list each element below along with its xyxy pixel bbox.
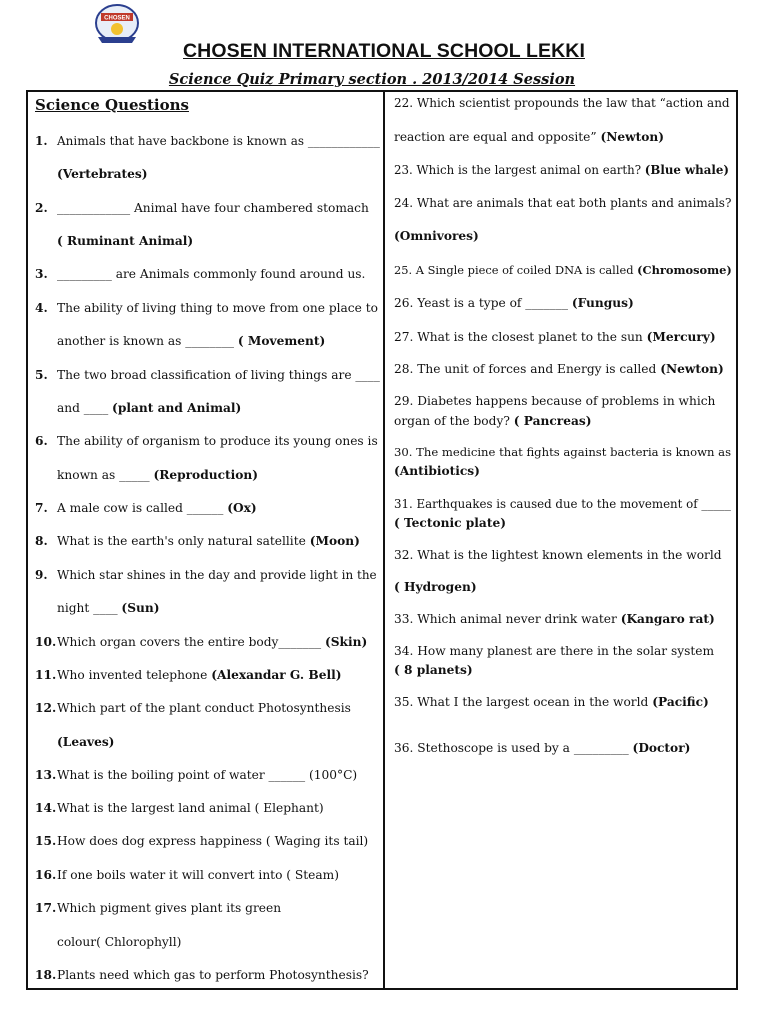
- question-text: 34. How many planest are there in the solar system: [394, 644, 715, 658]
- question-line: [35, 634, 367, 650]
- question-line: [35, 767, 357, 783]
- question-line: [35, 567, 377, 583]
- question-line: [394, 611, 715, 627]
- answer-text: (Skin): [324, 635, 368, 649]
- question-line: [35, 900, 281, 916]
- question-text: colour( Chlorophyll): [57, 935, 182, 949]
- question-text: 22. Which scientist propounds the law that “action and: [394, 96, 730, 110]
- question-number: 6.: [35, 434, 48, 448]
- question-line: [35, 400, 241, 416]
- question-line: [35, 266, 365, 282]
- question-number: 11.: [35, 668, 57, 682]
- question-line: [394, 393, 715, 409]
- question-line: [35, 367, 380, 383]
- answer-text: ( Tectonic plate): [394, 516, 506, 530]
- question-line: [35, 166, 148, 182]
- question-line: [35, 133, 380, 149]
- question-line: [394, 361, 724, 377]
- answer-text: (Doctor): [632, 741, 691, 755]
- question-text: Which part of the plant conduct Photosynthesis: [57, 701, 351, 715]
- section-heading: Science Questions: [35, 96, 189, 114]
- school-name: CHOSEN INTERNATIONAL SCHOOL LEKKI: [183, 40, 585, 62]
- question-line: [394, 740, 690, 756]
- question-text: If one boils water it will convert into ( Steam): [57, 868, 339, 882]
- question-number: 4.: [35, 301, 48, 315]
- question-line: [35, 800, 324, 816]
- question-line: [394, 579, 477, 595]
- answer-text: (Newton): [600, 130, 665, 144]
- question-line: [394, 295, 634, 311]
- question-line: [394, 444, 731, 460]
- question-line: [394, 547, 722, 563]
- answer-text: (Vertebrates): [57, 167, 148, 181]
- answer-text: (Reproduction): [153, 468, 259, 482]
- question-text: What is the earth's only natural satellite: [57, 534, 310, 548]
- answer-text: ( Hydrogen): [394, 580, 477, 594]
- question-text: night ____: [57, 601, 122, 615]
- question-text: The ability of living thing to move from one place to: [57, 301, 378, 315]
- question-text: ____________ Animal have four chambered stomach: [57, 201, 369, 215]
- question-number: 2.: [35, 201, 48, 215]
- question-number: 15.: [35, 834, 57, 848]
- question-line: [394, 129, 664, 145]
- question-line: [35, 734, 114, 750]
- question-line: [35, 833, 368, 849]
- question-text: organ of the body?: [394, 414, 514, 428]
- question-number: 17.: [35, 901, 57, 915]
- question-text: 36. Stethoscope is used by a _________: [394, 741, 633, 755]
- quiz-subtitle: Science Quiz Primary section . 2013/2014 Session: [168, 71, 576, 88]
- question-number: 9.: [35, 568, 48, 582]
- question-text: The ability of organism to produce its young ones is: [57, 434, 378, 448]
- question-line: [394, 643, 714, 659]
- question-number: 14.: [35, 801, 57, 815]
- question-text: 31. Earthquakes is caused due to the movement of _____: [394, 497, 731, 511]
- answer-text: ( Movement): [237, 334, 326, 348]
- question-line: [35, 700, 351, 716]
- answer-text: (Newton): [660, 362, 724, 376]
- question-text: 23. Which is the largest animal on earth?: [394, 163, 645, 177]
- question-number: 3.: [35, 267, 48, 281]
- question-line: [35, 867, 339, 883]
- answer-text: (Leaves): [57, 735, 115, 749]
- answer-text: ( 8 planets): [394, 663, 473, 677]
- question-line: [35, 300, 378, 316]
- answer-text: (Ox): [227, 501, 257, 515]
- question-line: [394, 262, 732, 278]
- answer-text: (Fungus): [571, 296, 634, 310]
- question-text: 35. What I the largest ocean in the world: [394, 695, 653, 709]
- question-text: Plants need which gas to perform Photosynthesis?: [57, 968, 369, 982]
- question-line: [35, 500, 257, 516]
- answer-text: ( Pancreas): [513, 414, 592, 428]
- question-text: known as _____: [57, 468, 154, 482]
- answer-text: (Antibiotics): [394, 464, 480, 478]
- column-divider: [383, 90, 385, 990]
- question-text: A male cow is called ______: [57, 501, 228, 515]
- question-line: [35, 667, 341, 683]
- answer-text: (Pacific): [652, 695, 709, 709]
- question-text: _________ are Animals commonly found around us.: [57, 267, 366, 281]
- question-text: Which star shines in the day and provide light in the: [57, 568, 377, 582]
- question-line: [394, 662, 473, 678]
- question-text: Which pigment gives plant its green: [57, 901, 282, 915]
- question-text: 27. What is the closest planet to the sun: [394, 330, 647, 344]
- answer-text: (Moon): [309, 534, 360, 548]
- answer-text: (plant and Animal): [112, 401, 242, 415]
- question-number: 12.: [35, 701, 57, 715]
- answer-text: (Sun): [121, 601, 160, 615]
- question-line: [35, 967, 369, 983]
- question-line: [394, 413, 591, 429]
- answer-text: (Chromosome): [637, 263, 732, 277]
- question-line: [394, 329, 716, 345]
- question-text: The two broad classification of living things are ____: [57, 368, 380, 382]
- question-line: [35, 533, 360, 549]
- question-text: reaction are equal and opposite”: [394, 130, 601, 144]
- question-text: What is the boiling point of water ______ (100°C): [57, 768, 358, 782]
- question-text: 32. What is the lightest known elements in the world: [394, 548, 722, 562]
- answer-text: ( Ruminant Animal): [57, 234, 194, 248]
- question-number: 8.: [35, 534, 48, 548]
- question-number: 10.: [35, 635, 57, 649]
- question-number: 5.: [35, 368, 48, 382]
- question-line: [35, 200, 369, 216]
- question-line: [35, 934, 181, 950]
- question-text: Who invented telephone: [57, 668, 212, 682]
- question-line: [35, 233, 193, 249]
- question-text: 33. Which animal never drink water: [394, 612, 621, 626]
- question-line: [394, 195, 731, 211]
- question-number: 18.: [35, 968, 57, 982]
- question-line: [394, 463, 480, 479]
- question-line: [394, 228, 479, 244]
- answer-text: (Alexandar G. Bell): [211, 668, 342, 682]
- question-text: What is the largest land animal ( Elephant): [57, 801, 324, 815]
- question-text: Animals that have backbone is known as ____________: [57, 134, 380, 148]
- question-line: [394, 515, 506, 531]
- question-line: [35, 333, 325, 349]
- question-line: [394, 496, 731, 512]
- question-line: [35, 600, 159, 616]
- question-text: 28. The unit of forces and Energy is called: [394, 362, 661, 376]
- question-number: 16.: [35, 868, 57, 882]
- question-number: 1.: [35, 134, 48, 148]
- answer-text: (Omnivores): [394, 229, 479, 243]
- question-text: another is known as ________: [57, 334, 238, 348]
- answer-text: (Kangaro rat): [620, 612, 715, 626]
- question-line: [394, 162, 729, 178]
- question-number: 13.: [35, 768, 57, 782]
- question-text: 30. The medicine that fights against bacteria is known as: [394, 445, 732, 459]
- question-text: 25. A Single piece of coiled DNA is called: [394, 263, 638, 277]
- question-text: 26. Yeast is a type of _______: [394, 296, 572, 310]
- question-line: [394, 95, 730, 111]
- question-number: 7.: [35, 501, 48, 515]
- question-text: 24. What are animals that eat both plants and animals?: [394, 196, 732, 210]
- answer-text: (Mercury): [646, 330, 716, 344]
- question-text: 29. Diabetes happens because of problems in which: [394, 394, 716, 408]
- question-text: How does dog express happiness ( Waging its tail): [57, 834, 369, 848]
- svg-text:CHOSEN: CHOSEN: [104, 15, 130, 22]
- question-text: Which organ covers the entire body_______: [57, 635, 325, 649]
- answer-text: (Blue whale): [644, 163, 729, 177]
- question-line: [35, 433, 378, 449]
- question-text: and ____: [57, 401, 113, 415]
- question-line: [394, 694, 709, 710]
- question-line: [35, 467, 258, 483]
